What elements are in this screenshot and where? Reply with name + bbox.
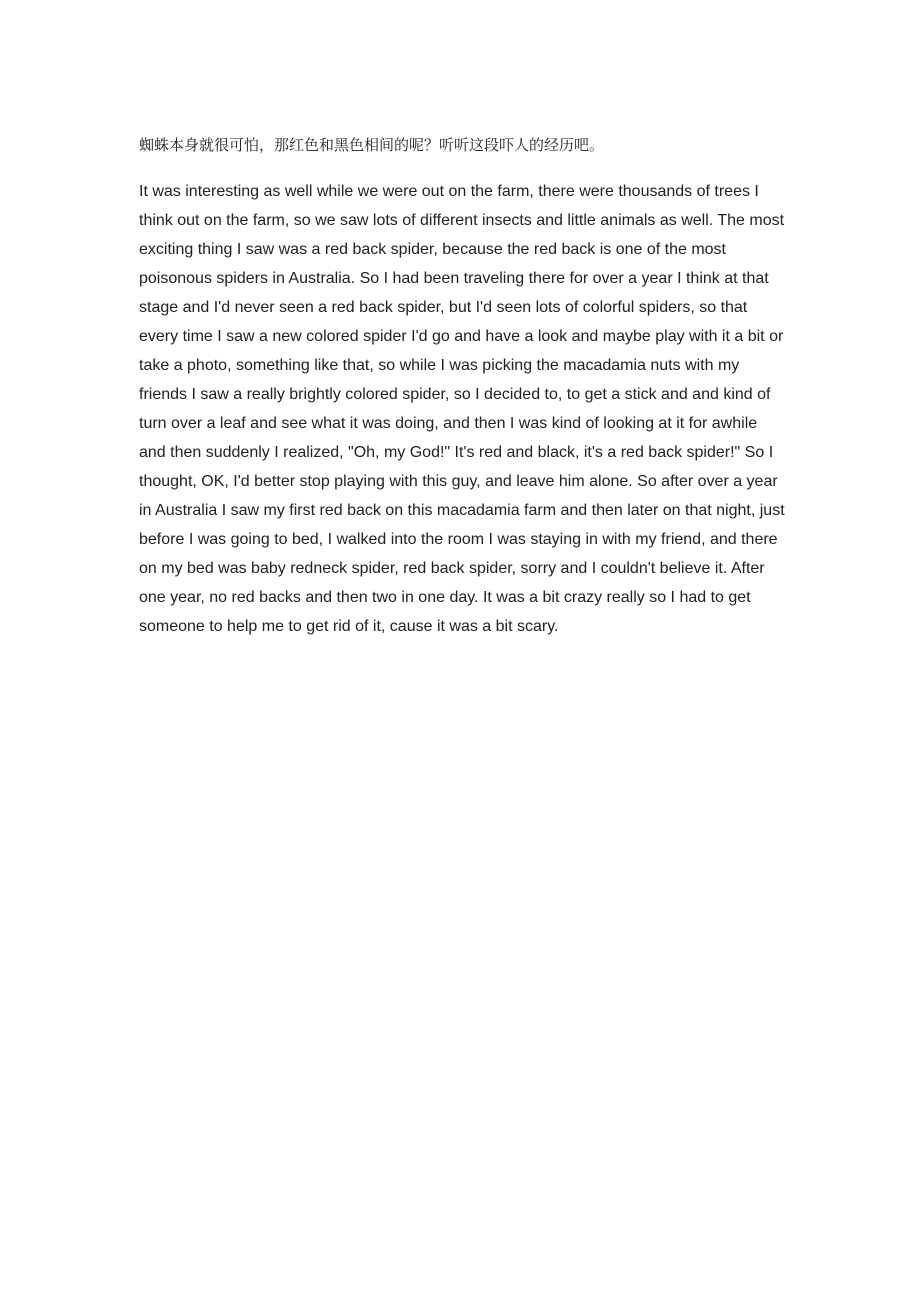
intro-paragraph: 蜘蛛本身就很可怕，那红色和黑色相间的呢？听听这段吓人的经历吧。 [139,136,605,154]
story-paragraph: It was interesting as well while we were out on the farm, there were thousands of trees I think out on the farm, so we saw lots of different insects and little animals as well. The most exciting thing I saw was a red back spider, because the red back is one of the most poisonous spiders in Australia. So I had been traveling there for over a year I think at that stage and I'd never seen a red back spider, but I'd seen lots of colorful spiders, so that every time I saw a new colored spider I'd go and have a look and maybe play with it a bit or take a photo, something like that, so while I was picking the macadamia nuts with my friends I saw a really brightly colored spider, so I decided to, to get a stick and and kind of turn over a leaf and see what it was doing, and then I was kind of looking at it for awhile and then suddenly I realized, "Oh, my God!" It's red and black, it's a red back spider!" So I thought, OK, I'd better stop playing with this guy, and leave him alone. So after over a year in Australia I saw my first red back on this macadamia farm and then later on that night, just before I was going to bed, I walked into the room I was staying in with my friend, and there on my bed was baby redneck spider, red back spider, sorry and I couldn't believe it. After one year, no red backs and then two in one day. It was a bit crazy really so I had to get someone to help me to get rid of it, cause it was a bit scary. [139,183,785,635]
document-content [139,132,785,641]
